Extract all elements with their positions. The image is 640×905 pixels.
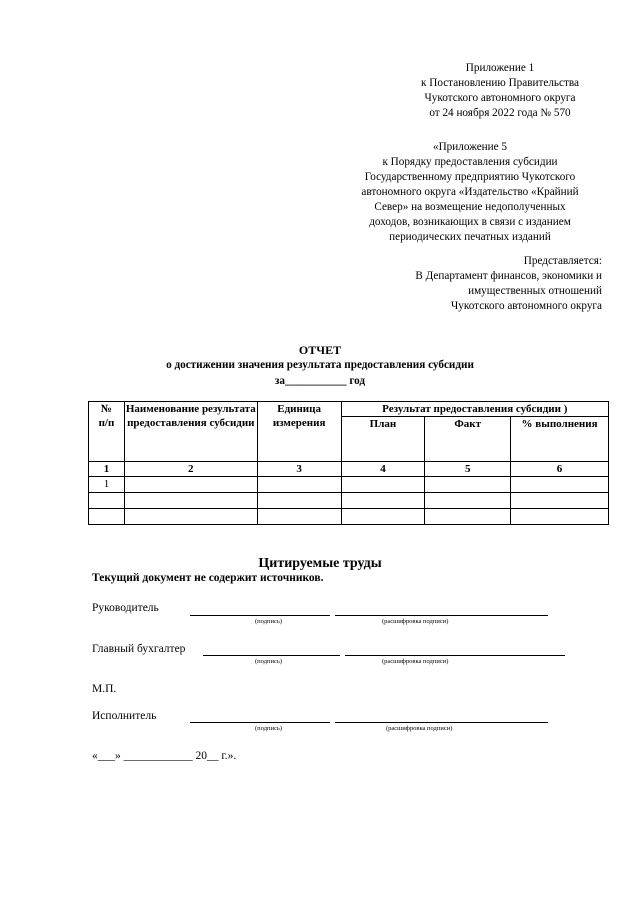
column-number: 2 xyxy=(124,462,257,477)
executor-signature-hint: (подпись) xyxy=(255,725,282,732)
table-cell xyxy=(425,477,511,493)
executor-signature-line[interactable] xyxy=(190,722,330,723)
executor-label: Исполнитель xyxy=(92,710,157,722)
header-num xyxy=(89,402,125,462)
table-cell xyxy=(511,509,609,525)
report-title: ОТЧЕТ xyxy=(298,343,342,357)
header-unit-text: Единица измерения xyxy=(272,403,326,429)
table-cell xyxy=(425,509,511,525)
executor-decode-hint: (расшифровка подписи) xyxy=(386,725,453,732)
director-signature-hint: (подпись) xyxy=(255,618,282,625)
submitted-line: имущественных отношений xyxy=(468,285,602,297)
header-fact-text: Факт xyxy=(454,418,482,430)
table-cell xyxy=(124,493,257,509)
table-cell xyxy=(511,493,609,509)
table-cell xyxy=(341,477,425,493)
appendix-1-line: Чукотского автономного округа xyxy=(424,92,576,104)
table-cell xyxy=(425,493,511,509)
table-cell: 1 xyxy=(89,477,125,493)
director-decode-line[interactable] xyxy=(335,615,548,616)
table-cell xyxy=(511,477,609,493)
appendix-1-line: Приложение 1 xyxy=(465,62,535,74)
accountant-signature-hint: (подпись) xyxy=(255,658,282,665)
appendix-1-line: к Постановлению Правительства xyxy=(421,77,579,89)
submitted-block xyxy=(340,254,602,314)
appendix-5-line: Север» на возмещение недополученных xyxy=(374,201,566,213)
appendix-1-block xyxy=(380,61,620,121)
column-number: 3 xyxy=(257,462,341,477)
header-num-text: № п/п xyxy=(98,403,115,429)
executor-decode-line[interactable] xyxy=(335,722,548,723)
submitted-line: В Департамент финансов, экономики и xyxy=(415,270,602,282)
table-cell xyxy=(89,493,125,509)
date-line: «___» ____________ 20__ г.». xyxy=(92,750,237,762)
column-numbers-row xyxy=(89,462,609,477)
header-percent-text: % выполнения xyxy=(521,418,598,430)
cited-note: Текущий документ не содержит источников. xyxy=(92,572,324,584)
appendix-5-line: периодических печатных изданий xyxy=(389,231,551,243)
table-cell xyxy=(341,493,425,509)
header-unit xyxy=(257,402,341,462)
cited-title: Цитируемые труды xyxy=(258,556,382,571)
table-row xyxy=(89,493,609,509)
table-row xyxy=(89,477,609,493)
table-cell xyxy=(257,509,341,525)
accountant-label: Главный бухгалтер xyxy=(92,643,186,655)
header-result-text: Результат предоставления субсидии ) xyxy=(382,403,568,415)
header-name xyxy=(124,402,257,462)
table-cell xyxy=(257,477,341,493)
submitted-line: Представляется: xyxy=(523,255,602,267)
appendix-5-line: «Приложение 5 xyxy=(432,141,508,153)
table-cell xyxy=(257,493,341,509)
appendix-5-line: Государственному предприятию Чукотского xyxy=(364,171,576,183)
column-number: 4 xyxy=(341,462,425,477)
director-decode-hint: (расшифровка подписи) xyxy=(382,618,449,625)
report-table xyxy=(88,401,609,525)
seal-label: М.П. xyxy=(92,683,117,695)
director-label: Руководитель xyxy=(92,602,159,614)
director-signature-line[interactable] xyxy=(190,615,330,616)
submitted-line: Чукотского автономного округа xyxy=(451,300,602,312)
header-percent xyxy=(511,417,609,462)
report-period: за___________ год xyxy=(274,375,366,387)
column-number: 1 xyxy=(89,462,125,477)
report-subtitle: о достижении значения результата предоставления субсидии xyxy=(166,359,474,371)
accountant-decode-hint: (расшифровка подписи) xyxy=(382,658,449,665)
appendix-5-block xyxy=(320,140,620,245)
header-plan xyxy=(341,417,425,462)
header-plan-text: План xyxy=(369,418,397,430)
appendix-1-line: от 24 ноября 2022 года № 570 xyxy=(429,107,571,119)
appendix-5-line: автономного округа «Издательство «Крайний xyxy=(361,186,579,198)
header-name-text: Наименование результата предоставления субсидии xyxy=(125,403,256,429)
table-cell xyxy=(89,509,125,525)
table-cell xyxy=(124,477,257,493)
header-result xyxy=(341,402,608,417)
accountant-decode-line[interactable] xyxy=(345,655,565,656)
table-cell xyxy=(124,509,257,525)
header-fact xyxy=(425,417,511,462)
column-number: 6 xyxy=(511,462,609,477)
table-row xyxy=(89,509,609,525)
table-cell xyxy=(341,509,425,525)
column-number: 5 xyxy=(425,462,511,477)
appendix-5-line: к Порядку предоставления субсидии xyxy=(382,156,558,168)
appendix-5-line: доходов, возникающих в связи с изданием xyxy=(369,216,571,228)
accountant-signature-line[interactable] xyxy=(203,655,340,656)
